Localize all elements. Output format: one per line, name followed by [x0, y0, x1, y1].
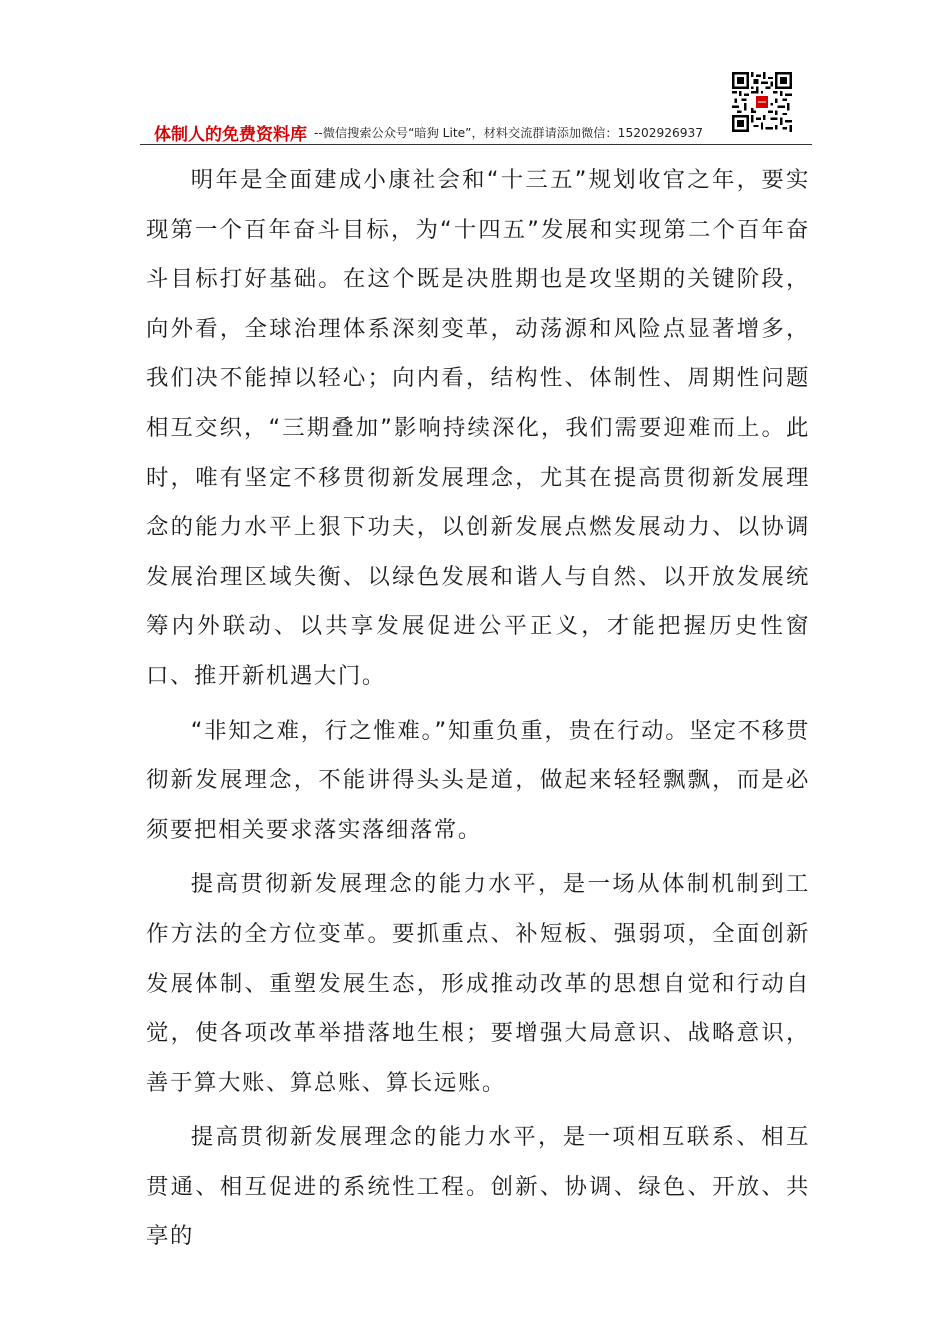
- paragraph-3: 提高贯彻新发展理念的能力水平，是一场从体制机制到工作方法的全方位变革。要抓重点、补短板、强弱项，全面创新发展体制、重塑发展生态，形成推动改革的思想自觉和行动自觉，使各项改革举措落地生根；要增强大局意识、战略意识，善于算大账、算总账、算长远账。: [146, 871, 810, 1096]
- paragraph-2: “非知之难，行之惟难。”知重负重，贵在行动。坚定不移贯彻新发展理念，不能讲得头头是道，做起来轻轻飘飘，而是必须要把相关要求落实落细落常。: [146, 717, 810, 843]
- header-subtitle: --微信搜索公众号“暗狗 Lite”，材料交流群请添加微信：15202926937: [314, 126, 703, 140]
- header-divider: [140, 144, 812, 145]
- paragraph-4: 提高贯彻新发展理念的能力水平，是一项相互联系、相互贯通、相互促进的系统性工程。创新、协调、绿色、开放、共享的: [146, 1124, 810, 1250]
- page-header: [140, 70, 812, 146]
- document-body: [146, 156, 810, 1267]
- paragraph-1: 明年是全面建成小康社会和“十三五”规划收官之年，要实现第一个百年奋斗目标，为“十四五”发展和实现第二个百年奋斗目标打好基础。在这个既是决胜期也是攻坚期的关键阶段，向外看，全球治理体系深刻变革，动荡源和风险点显著增多，我们决不能掉以轻心；向内看，结构性、体制性、周期性问题相互交织，“三期叠加”影响持续深化，我们需要迎难而上。此时，唯有坚定不移贯彻新发展理念，尤其在提高贯彻新发展理念的能力水平上狠下功夫，以创新发展点燃发展动力、以协调发展治理区域失衡、以绿色发展和谐人与自然、以开放发展统筹内外联动、以共享发展促进公平正义，才能把握历史性窗口、推开新机遇大门。: [146, 167, 810, 689]
- qr-code-icon: [732, 72, 792, 132]
- header-title: 体制人的免费资料库: [154, 125, 307, 145]
